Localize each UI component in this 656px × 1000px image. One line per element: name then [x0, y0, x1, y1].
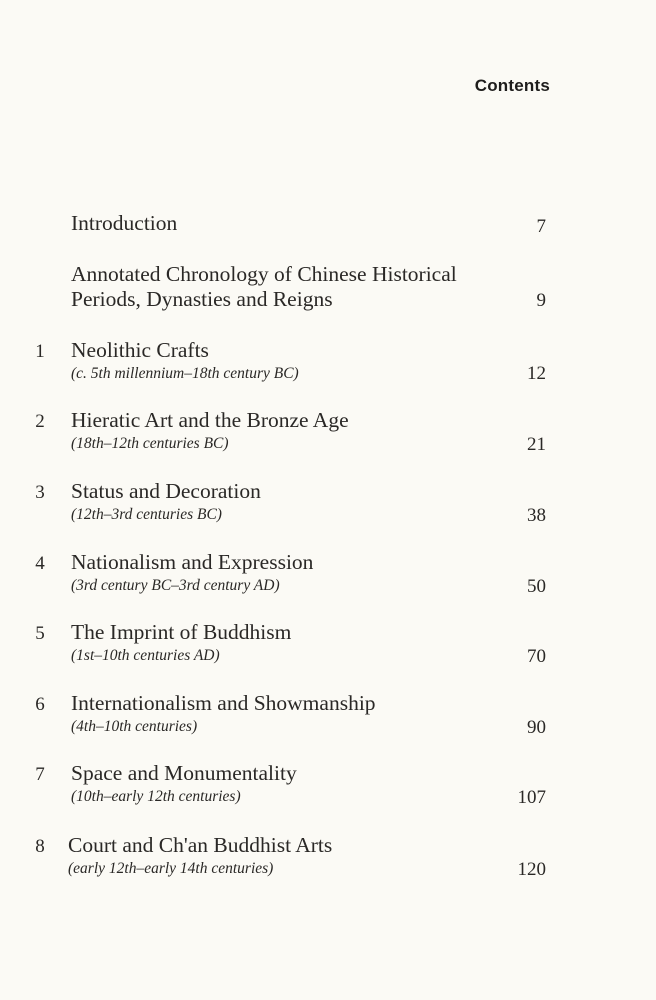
entry-page: 50 [527, 576, 546, 597]
entry-subtitle: (early 12th–early 14th centuries) [68, 860, 274, 877]
entry-subtitle: (4th–10th centuries) [71, 718, 198, 735]
entry-title: Introduction [71, 211, 178, 235]
entry-page: 107 [517, 787, 546, 808]
entry-page: 38 [527, 505, 546, 526]
entry-subtitle: (1st–10th centuries AD) [71, 647, 220, 664]
entry-title: Status and Decoration [71, 479, 261, 503]
entry-title: The Imprint of Buddhism [71, 620, 292, 644]
entry-page: 90 [527, 717, 546, 738]
chapter-number: 7 [35, 764, 45, 785]
entry-title: Nationalism and Expression [71, 550, 314, 574]
entry-page: 21 [527, 434, 546, 455]
entry-title: Internationalism and Showmanship [71, 691, 376, 715]
entry-subtitle: (c. 5th millennium–18th century BC) [71, 365, 299, 382]
chapter-number: 2 [35, 411, 45, 432]
entry-subtitle: (10th–early 12th centuries) [71, 788, 241, 805]
entry-title: Court and Ch'an Buddhist Arts [68, 833, 333, 857]
entry-title: Space and Monumentality [71, 761, 297, 785]
entry-page: 9 [536, 290, 546, 311]
entry-title: Annotated Chronology of Chinese Historical [71, 262, 457, 286]
entry-title: Neolithic Crafts [71, 338, 209, 362]
chapter-number: 8 [35, 836, 45, 857]
entry-subtitle: (12th–3rd centuries BC) [71, 506, 222, 523]
entry-page: 12 [527, 363, 546, 384]
chapter-number: 4 [35, 553, 45, 574]
chapter-number: 5 [35, 623, 45, 644]
entry-subtitle: (3rd century BC–3rd century AD) [71, 577, 280, 594]
chapter-number: 6 [35, 694, 45, 715]
entry-subtitle: (18th–12th centuries BC) [71, 435, 229, 452]
entry-title: Hieratic Art and the Bronze Age [71, 408, 349, 432]
entry-page: 7 [536, 216, 546, 237]
entry-page: 70 [527, 646, 546, 667]
entry-page: 120 [517, 859, 546, 880]
chapter-number: 1 [35, 341, 45, 362]
chapter-number: 3 [35, 482, 45, 503]
entry-title-line2: Periods, Dynasties and Reigns [71, 287, 333, 311]
page-heading: Contents [474, 76, 550, 95]
